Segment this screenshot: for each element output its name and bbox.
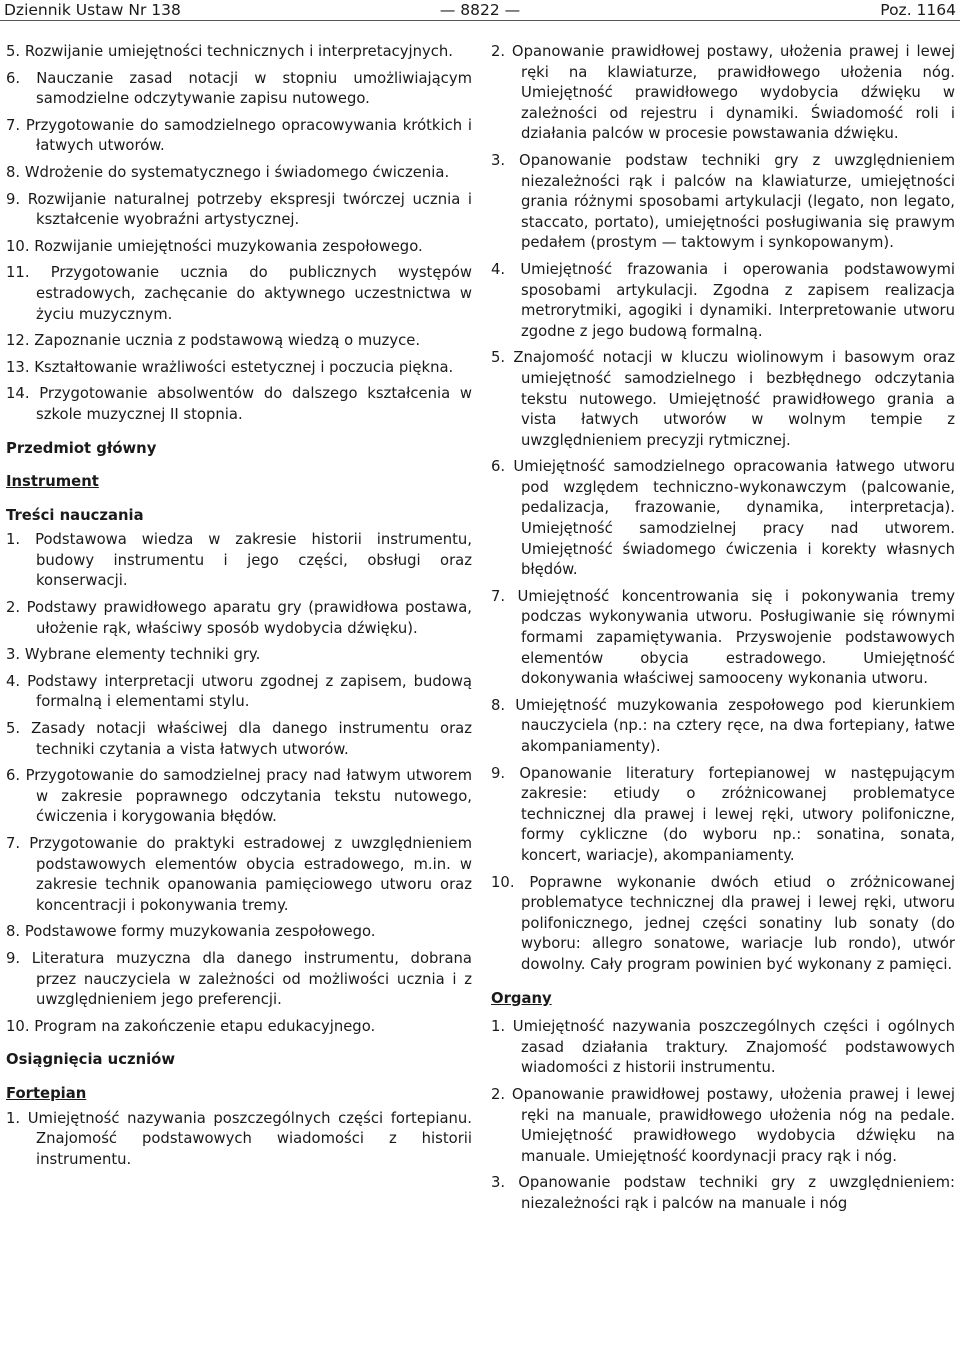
piano-item: 3. Opanowanie podstaw techniki gry z uwzględnieniem niezależności rąk i palców na klawiaturze, umiejętności grania różnymi sposobami artykulacji (legato, non legato, staccato, portato), umiejętności posługiwania się prawym pedałem (prostym — taktowym i synkopowanym).	[491, 151, 955, 252]
goal-item: 7. Przygotowanie do samodzielnego opracowywania krótkich i łatwych utworów.	[6, 116, 472, 155]
content-item: 4. Podstawy interpretacji utworu zgodnej z zapisem, budową formalną i elementami stylu.	[6, 672, 472, 711]
left-column	[6, 42, 472, 1176]
piano-item: 8. Umiejętność muzykowania zespołowego pod kierunkiem nauczyciela (np.: na cztery ręce, na dwa fortepiany, łatwe akompaniamenty).	[491, 696, 955, 755]
goal-item: 12. Zapoznanie ucznia z podstawową wiedzą o muzyce.	[6, 332, 421, 350]
header-rule	[0, 20, 960, 21]
goal-item: 11. Przygotowanie ucznia do publicznych występów estradowych, zachęcanie do aktywnego uczestnictwa w życiu muzycznym.	[6, 264, 472, 323]
goal-item: 13. Kształtowanie wrażliwości estetycznej i poczucia piękna.	[6, 358, 454, 376]
position-number: Poz. 1164	[880, 1, 956, 19]
page-header	[0, 0, 960, 22]
journal-title: Dziennik Ustaw Nr 138	[4, 1, 181, 19]
right-column	[491, 42, 955, 1220]
goal-item: 5. Rozwijanie umiejętności technicznych i interpretacyjnych.	[6, 43, 453, 60]
piano-item: 7. Umiejętność koncentrowania się i pokonywania tremy podczas wykonywania utworu. Posługiwanie się równymi formami zapamiętywania. Przyswojenie podstawowych elementów obycia estradowego. Umiejętność dokonywania właściwej samooceny wykonania utworu.	[491, 587, 955, 688]
content-item: 2. Podstawy prawidłowego aparatu gry (prawidłowa postawa, ułożenie rąk, właściwy sposób wydobycia dźwięku).	[6, 599, 472, 637]
content-item: 10. Program na zakończenie etapu edukacyjnego.	[6, 1017, 376, 1035]
achievements-heading: Osiągnięcia uczniów	[6, 1051, 176, 1069]
page-number: — 8822 —	[439, 1, 521, 19]
goal-item: 14. Przygotowanie absolwentów do dalszego kształcenia w szkole muzycznej II stopnia.	[6, 385, 472, 423]
content-item: 3. Wybrane elementy techniki gry.	[6, 646, 261, 664]
organ-item: 1. Umiejętność nazywania poszczególnych części i ogólnych zasad działania traktury. Znajomość podstawowych wiadomości z historii instrumentu.	[491, 1018, 955, 1077]
content-item: 6. Przygotowanie do samodzielnej pracy nad łatwym utworem w zakresie poprawnego odczytania tekstu nutowego, ćwiczenia i korygowania błędów.	[6, 767, 472, 826]
content-heading: Treści nauczania	[6, 506, 144, 524]
piano-item: 1. Umiejętność nazywania poszczególnych części fortepianu. Znajomość podstawowych wiadomości z historii instrumentu.	[6, 1109, 472, 1168]
organ-item: 2. Opanowanie prawidłowej postawy, ułożenia prawej i lewej ręki na manuale, prawidłowego ułożenia nóg na pedale. Umiejętność prawidłowego wydobycia dźwięku na manuale. Umiejętność koordynacji pracy rąk i nóg.	[491, 1085, 955, 1165]
piano-item: 2. Opanowanie prawidłowej postawy, ułożenia prawej i lewej ręki na klawiaturze, prawidłowego ułożenia nóg. Umiejętność prawidłowego wydobycia dźwięku w zależności od rejestru i dynamiki. Świadomość roli i działania palców w procesie powstawania dźwięku.	[491, 43, 955, 143]
organ-item: 3. Opanowanie podstaw techniki gry z uwzględnieniem: niezależności rąk i palców na manuale i nóg	[491, 1174, 955, 1212]
piano-item: 10. Poprawne wykonanie dwóch etiud o zróżnicowanej problematyce technicznej dla prawej i lewej ręki, utworu polifonicznego, jednej części sonatiny lub sonaty (do wyboru: allegro sonatowe, wariacje lub rondo), utwór dowolny. Cały program powinien być wykonany z pamięci.	[491, 873, 955, 973]
subject-heading: Przedmiot główny	[6, 439, 157, 457]
goal-item: 9. Rozwijanie naturalnej potrzeby ekspresji twórczej ucznia i kształcenie wyobraźni artystycznej.	[6, 190, 472, 229]
piano-item: 5. Znajomość notacji w kluczu wiolinowym i basowym oraz umiejętność samodzielnego i bezbłędnego odczytania tekstu nutowego. Umiejętność prawidłowego grania a vista łatwych utworów w wolnym tempie z uwzględnieniem precyzji rytmicznej.	[491, 349, 955, 449]
instrument-heading: Instrument	[6, 473, 99, 491]
piano-item: 9. Opanowanie literatury fortepianowej w następującym zakresie: etiudy o zróżnicowanej problematyce technicznej dla prawej i lewej ręki, utwory polifoniczne, formy cykliczne (do wyboru np.: sonatina, sonata, koncert, wariacje), akompaniamenty.	[491, 764, 955, 864]
piano-item: 6. Umiejętność samodzielnego opracowania łatwego utworu pod względem techniczno-wykonawczym (palcowanie, pedalizacja, frazowanie, dynamika, interpretacja). Umiejętność samodzielnej pracy nad utworem. Umiejętność świadomego ćwiczenia i korekty własnych błędów.	[491, 458, 955, 579]
piano-heading: Fortepian	[6, 1084, 87, 1102]
piano-item: 4. Umiejętność frazowania i operowania podstawowymi sposobami artykulacji. Zgodna z zapisem realizacja metrorytmiki, agogiki i dynamiki. Interpretowanie utworu zgodne z jego budową formalną.	[491, 260, 955, 340]
goal-item: 6. Nauczanie zasad notacji w stopniu umożliwiającym samodzielne odczytywanie zapisu nutowego.	[6, 69, 472, 108]
content-item: 1. Podstawowa wiedza w zakresie historii instrumentu, budowy instrumentu i jego części, obsługi oraz konserwacji.	[6, 531, 472, 590]
goal-item: 8. Wdrożenie do systematycznego i świadomego ćwiczenia.	[6, 163, 450, 181]
content-item: 9. Literatura muzyczna dla danego instrumentu, dobrana przez nauczyciela w zależności od możliwości ucznia i z uwzględnieniem jego preferencji.	[6, 949, 472, 1009]
content-item: 7. Przygotowanie do praktyki estradowej z uwzględnieniem podstawowych elementów obycia estradowego, m.in. w zakresie technik opanowania pamięciowego utworu oraz koncentracji i pokonywania tremy.	[6, 835, 472, 914]
content-item: 8. Podstawowe formy muzykowania zespołowego.	[6, 923, 376, 941]
goal-item: 10. Rozwijanie umiejętności muzykowania zespołowego.	[6, 237, 423, 255]
organ-heading: Organy	[491, 989, 552, 1007]
content-item: 5. Zasady notacji właściwej dla danego instrumentu oraz techniki czytania a vista łatwych utworów.	[6, 720, 472, 758]
